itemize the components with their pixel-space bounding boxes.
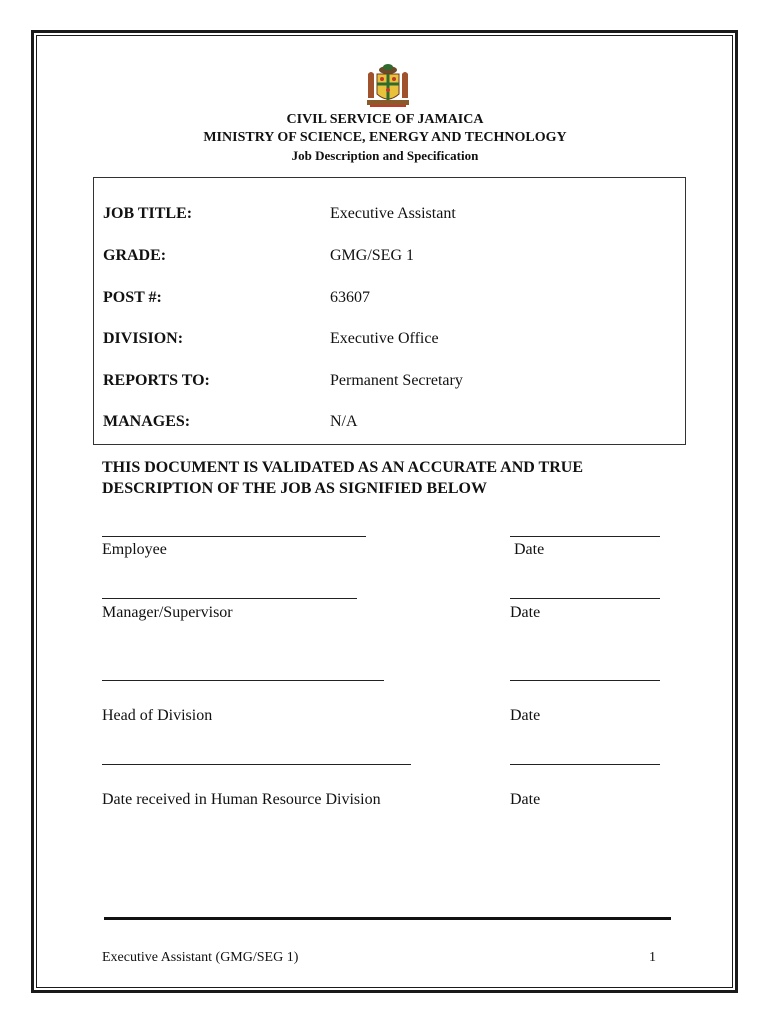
manages-value: N/A xyxy=(330,413,358,430)
hr-received-label: Date received in Human Resource Division xyxy=(102,791,381,808)
head-of-division-label: Head of Division xyxy=(102,707,213,724)
header-ministry: MINISTRY OF SCIENCE, ENERGY AND TECHNOLOGY xyxy=(203,130,567,145)
manager-date-line[interactable] xyxy=(510,598,660,599)
grade-value: GMG/SEG 1 xyxy=(330,247,415,264)
employee-date-line[interactable] xyxy=(510,536,660,537)
employee-label: Employee xyxy=(102,541,167,558)
employee-signature-line[interactable] xyxy=(102,536,366,537)
manages-label: MANAGES: xyxy=(103,413,191,430)
head-of-division-date-label: Date xyxy=(510,707,541,724)
validation-statement xyxy=(102,457,682,499)
post-value: 63607 xyxy=(330,289,370,306)
hr-received-signature-line[interactable] xyxy=(102,764,411,765)
footer-title: Executive Assistant (GMG/SEG 1) xyxy=(102,950,299,965)
coat-of-arms-icon xyxy=(362,60,414,110)
manager-label: Manager/Supervisor xyxy=(102,604,233,621)
grade-label: GRADE: xyxy=(103,247,167,264)
reports-to-label: REPORTS TO: xyxy=(103,372,210,389)
page-number: 1 xyxy=(649,950,656,965)
hr-received-date-label: Date xyxy=(510,791,541,808)
job-title-label: JOB TITLE: xyxy=(103,205,193,222)
head-of-division-date-line[interactable] xyxy=(510,680,660,681)
job-title-value: Executive Assistant xyxy=(330,205,456,222)
division-value: Executive Office xyxy=(330,330,439,347)
header-doc-title: Job Description and Specification xyxy=(291,148,479,163)
reports-to-value: Permanent Secretary xyxy=(330,372,463,389)
manager-signature-line[interactable] xyxy=(102,598,357,599)
employee-date-label: Date xyxy=(514,541,545,558)
head-of-division-signature-line[interactable] xyxy=(102,680,384,681)
header-org: CIVIL SERVICE OF JAMAICA xyxy=(286,112,484,127)
division-label: DIVISION: xyxy=(103,330,184,347)
validation-line-2: DESCRIPTION OF THE JOB AS SIGNIFIED BELOW xyxy=(102,480,487,497)
validation-line-1: THIS DOCUMENT IS VALIDATED AS AN ACCURATE AND TRUE xyxy=(102,459,584,476)
footer-divider xyxy=(104,917,671,920)
post-label: POST #: xyxy=(103,289,162,306)
manager-date-label: Date xyxy=(510,604,541,621)
hr-received-date-line[interactable] xyxy=(510,764,660,765)
